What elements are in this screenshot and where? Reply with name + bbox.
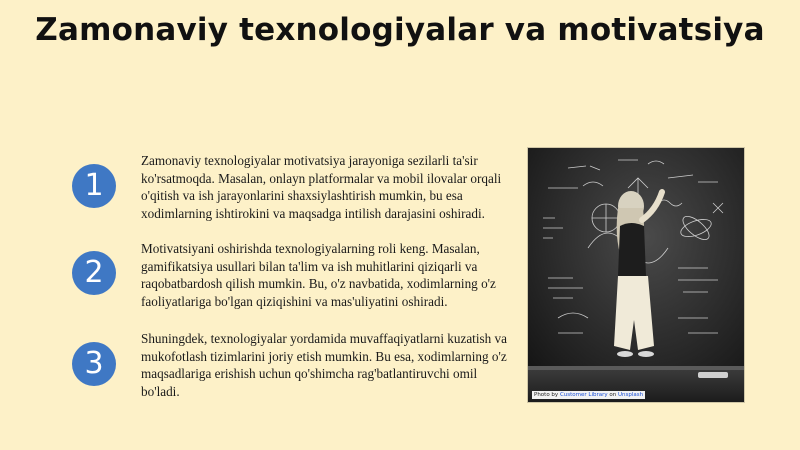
number-badge-3: 3 (72, 342, 116, 386)
chalkboard-illustration (528, 148, 744, 402)
point-text-2: Motivatsiyani oshirishda texnologiyalarning roli keng. Masalan, gamifikatsiya usullari bilan ta'lim va ish muhitlarini qiziqarli va raqobatbardosh qilish mumkin. Bu, o'z navbatida, xodimlarning o'z faoliyatlariga bo'lgan qiziqishini va mas'uliyatini oshiradi. (141, 241, 496, 309)
point-text-1: Zamonaviy texnologiyalar motivatsiya jarayoniga sezilarli ta'sir ko'rsatmoqda. Masalan, onlayn platformalar va mobil ilovalar orqali o'qitish va ish jarayonlarini shaxsiylashtirish mumkin, bu esa xodimlarning ishtirokini va maqsadga intilish darajasini oshiradi. (141, 153, 502, 221)
photo-credit-source-link[interactable]: Unsplash (618, 392, 644, 398)
slide-title: Zamonaviy texnologiyalar va motivatsiya (35, 12, 765, 48)
point-text-3: Shuningdek, texnologiyalar yordamida muvaffaqiyatlarni kuzatish va mukofotlash tizimlarini joriy etish mumkin. Bu esa, xodimlarning o'z maqsadlariga erishish uchun qo'shimcha rag'batlantiruvchi omil bo'ladi. (141, 331, 507, 399)
photo-credit-middle: on (607, 392, 618, 398)
chalkboard-photo (527, 147, 745, 403)
photo-credit-author-link[interactable]: Customer Library (559, 392, 608, 398)
photo-credit (532, 391, 645, 399)
number-badge-1: 1 (72, 164, 116, 208)
photo-credit-prefix: Photo by (534, 392, 560, 398)
number-badge-2: 2 (72, 251, 116, 295)
